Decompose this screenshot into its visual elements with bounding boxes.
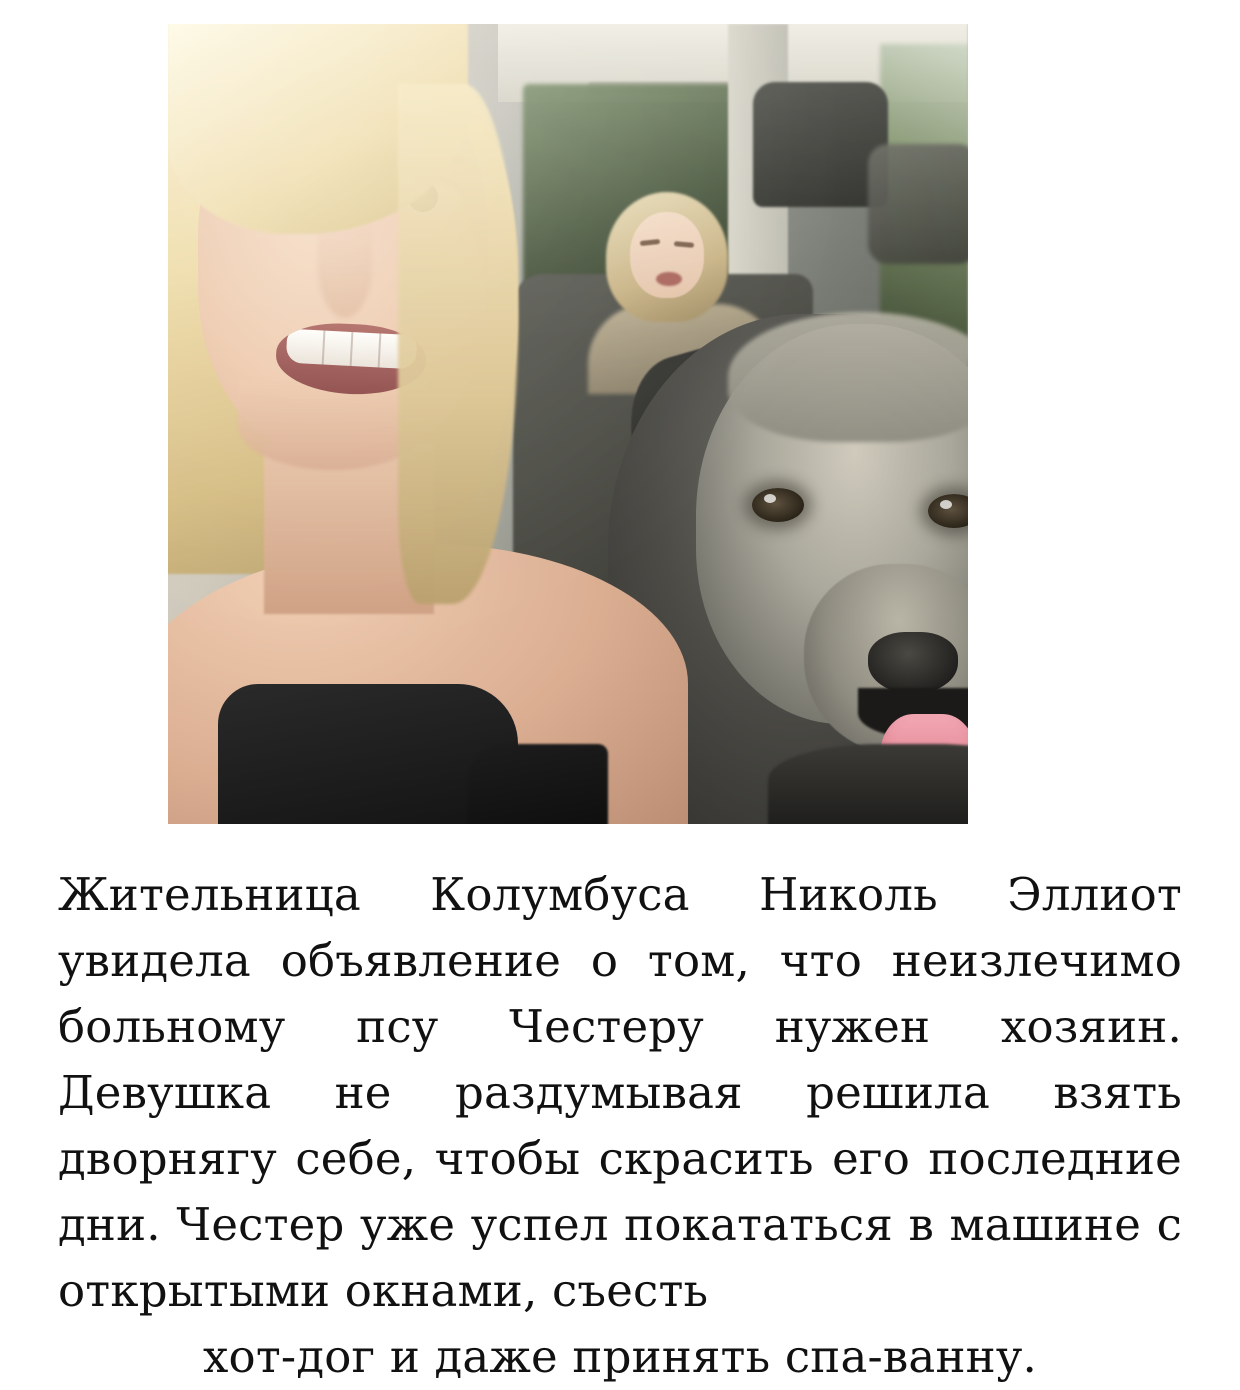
caption-last-line: хот-дог и даже принять спа-ванну. [202,1330,1038,1383]
photo-fade-overlay [168,24,968,824]
caption-body: Жительница Колумбуса Николь Эллиот увидела объявление о том, что неизлечимо больному псу Честеру нужен хозяин. Девушка не раздумывая решила взять дворнягу себе, чтобы скрасить его последние дни. Честер уже успел покататься в машине с открытыми окнами, съесть [58,868,1182,1317]
photo-canvas [168,24,968,824]
photo [168,24,968,824]
caption-block [58,862,1182,1390]
